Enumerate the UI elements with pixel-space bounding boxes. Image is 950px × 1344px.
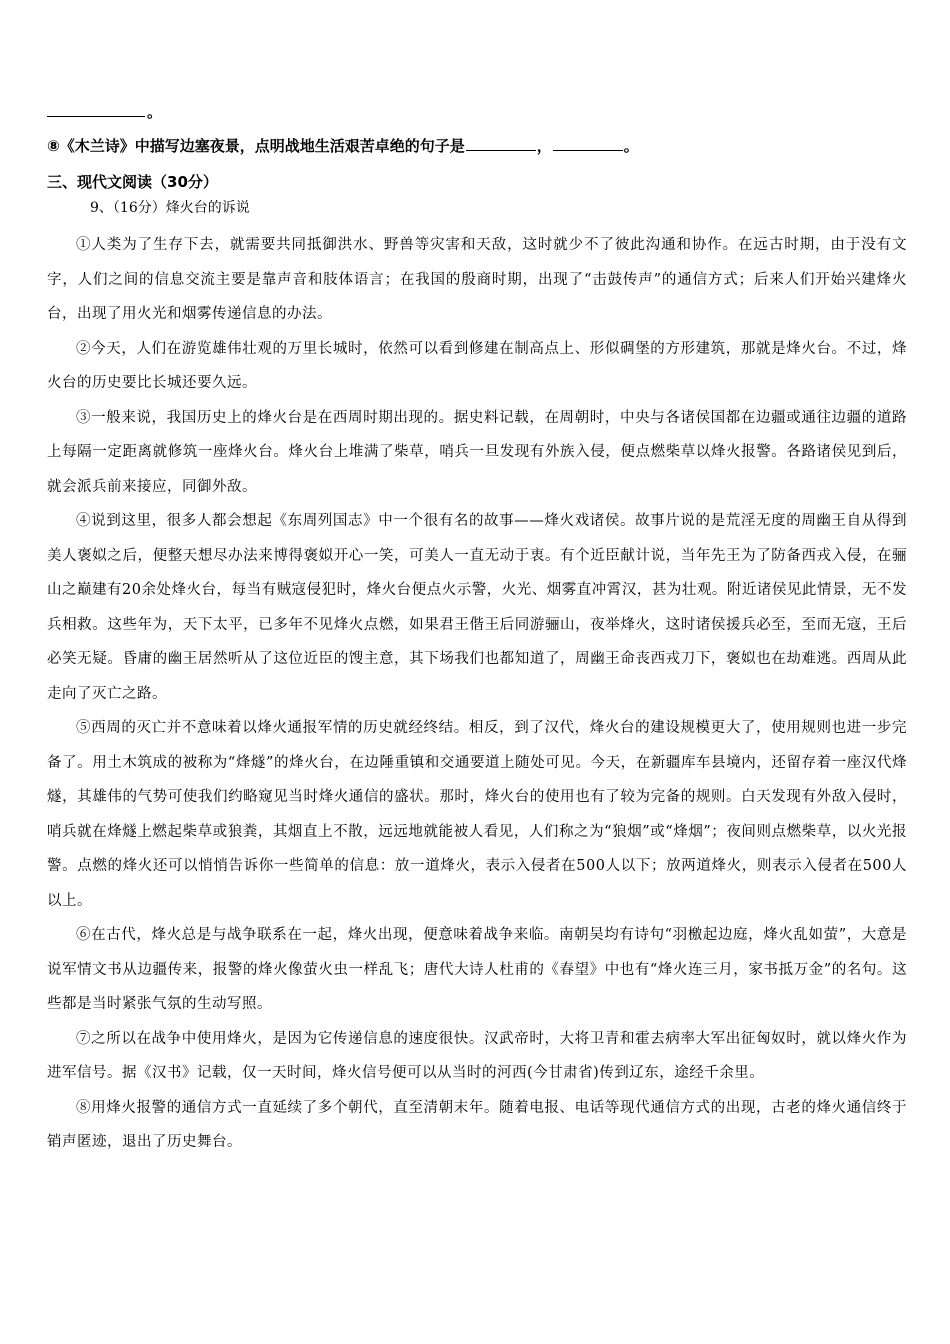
previous-answer-line	[47, 101, 162, 122]
question-8-end: 。	[623, 137, 639, 155]
answer-blank-1[interactable]	[466, 149, 536, 151]
paragraph-3: ③一般来说，我国历史上的烽火台是在西周时期出现的。据史料记载，在周朝时，中央与各诸侯国都在边疆或通往边疆的道路上每隔一定距离就修筑一座烽火台。烽火台上堆满了柴草，哨兵一旦发现有外族入侵，便点燃柴草以烽火报警。各路诸侯见到后，就会派兵前来接应，同御外敌。	[47, 409, 907, 495]
paragraph-5: ⑤西周的灭亡并不意味着以烽火通报军情的历史就经终结。相反，到了汉代，烽火台的建设规模更大了，使用规则也进一步完备了。用土木筑成的被称为“烽燧”的烽火台，在边陲重镇和交通要道上随处可见。今天，在新疆库车县境内，还留存着一座汉代烽燧，其雄伟的气势可使我们约略窥见当时烽火通信的盛状。那时，烽火台的使用也有了较为完备的规则。白天发现有外敌入侵时，哨兵就在烽燧上燃起柴草或狼粪，其烟直上不散，远远地就能被人看见，人们称之为“狼烟”或“烽烟”；夜间则点燃柴草，以火光报警。点燃的烽火还可以悄悄告诉你一些简单的信息：放一道烽火，表示入侵者在500人以下；放两道烽火，则表示入侵者在500人以上。	[47, 720, 907, 909]
question-8	[47, 135, 639, 156]
paragraph-4: ④说到这里，很多人都会想起《东周列国志》中一个很有名的故事——烽火戏诸侯。故事片说的是荒淫无度的周幽王自从得到美人褒姒之后，便整天想尽办法来博得褒姒开心一笑，可美人一直无动于衷。有个近臣献计说，当年先王为了防备西戎入侵，在骊山之巅建有20余处烽火台，每当有贼寇侵犯时，烽火台便点火示警，火光、烟雾直冲霄汉，甚为壮观。附近诸侯见此情景，无不发兵相救。这些年为，天下太平，已多年不见烽火点燃，如果君王偕王后同游骊山，夜举烽火，这时诸侯援兵必至，至而无寇，王后必笑无疑。昏庸的幽王居然听从了这位近臣的馊主意，其下场我们也都知道了，周幽王命丧西戎刀下，褒姒也在劫难逃。西周从此走向了灭亡之路。	[47, 513, 907, 702]
answer-blank-2[interactable]	[553, 149, 623, 151]
question-8-text: ⑧《木兰诗》中描写边塞夜景，点明战地生活艰苦卓绝的句子是	[47, 137, 465, 155]
paragraph-1: ①人类为了生存下去，就需要共同抵御洪水、野兽等灾害和天敌，这时就少不了彼此沟通和协作。在远古时期，由于没有文字，人们之间的信息交流主要是靠声音和肢体语言；在我国的殷商时期，出现了“击鼓传声”的通信方式；后来人们开始兴建烽火台，出现了用火光和烟雾传递信息的办法。	[47, 237, 907, 322]
blank-period: 。	[147, 103, 163, 121]
paragraph-7: ⑦之所以在战争中使用烽火，是因为它传递信息的速度很快。汉武帝时，大将卫青和霍去病率大军出征匈奴时，就以烽火作为进军信号。据《汉书》记载，仅一天时间，烽火信号便可以从当时的河西(今甘肃省)传到辽东，途经千余里。	[47, 1030, 907, 1081]
article-body	[47, 228, 907, 1160]
section-title: 三、现代文阅读（30分）	[47, 173, 218, 191]
question-9-title: 9、（16分）烽火台的诉说	[90, 200, 250, 216]
paragraph-6: ⑥在古代，烽火总是与战争联系在一起，烽火出现，便意味着战争来临。南朝吴均有诗句“羽檄起边庭，烽火乱如萤”，大意是说军情文书从边疆传来，报警的烽火像萤火虫一样乱飞；唐代大诗人杜甫的《春望》中也有“烽火连三月，家书抵万金”的名句。这些都是当时紧张气氛的生动写照。	[47, 927, 907, 1012]
paragraph-8: ⑧用烽火报警的通信方式一直延续了多个朝代，直至清朝末年。随着电报、电话等现代通信方式的出现，古老的烽火通信终于销声匿迹，退出了历史舞台。	[47, 1099, 907, 1150]
question-8-separator: ，	[536, 137, 552, 155]
paragraph-2: ②今天，人们在游览雄伟壮观的万里长城时，依然可以看到修建在制高点上、形似碉堡的方形建筑，那就是烽火台。不过，烽火台的历史要比长城还要久远。	[47, 340, 907, 391]
answer-blank[interactable]	[47, 115, 145, 117]
